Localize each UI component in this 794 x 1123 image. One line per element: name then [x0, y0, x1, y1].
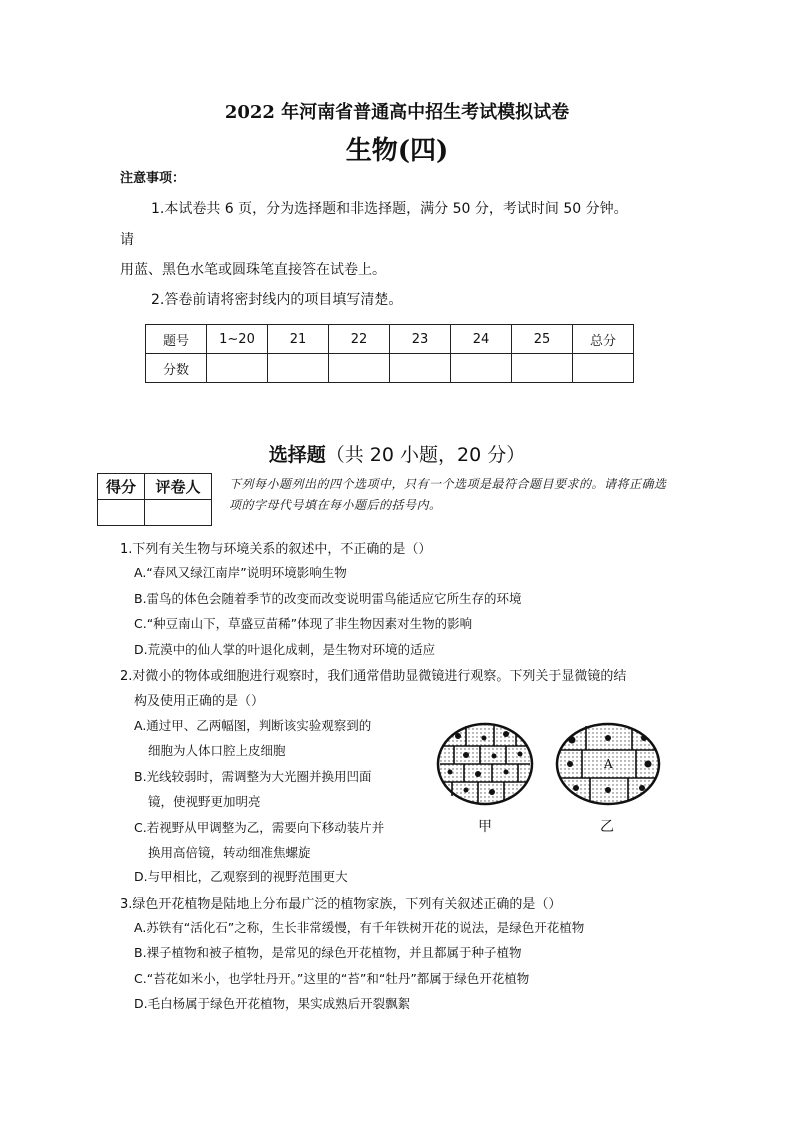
- question-3-stem: 3.绿色开花植物是陆地上分布最广泛的植物家族，下列有关叙述正确的是（）: [120, 897, 562, 912]
- section-title: [0, 440, 794, 467]
- question-3-option-c: C.“苔花如米小，也学牡丹开。”这里的“苔”和“牡丹”都属于绿色开花植物: [134, 971, 530, 986]
- question-2-option-c: C.若视野从甲调整为乙，需要向下移动装片并: [134, 820, 385, 835]
- figure-label-yi: 乙: [600, 819, 614, 835]
- score-header-cell: 24: [451, 325, 512, 354]
- question-3-option-a: A.苏铁有“活化石”之称，生长非常缓慢，有千年铁树开花的说法，是绿色开花植物: [134, 920, 585, 935]
- score-table-value-row: [146, 354, 634, 383]
- score-cell[interactable]: [573, 354, 634, 383]
- question-3-option-b: B.裸子植物和被子植物，是常见的绿色开花植物，并且都属于种子植物: [134, 945, 522, 960]
- section-instruction: 下列每小题列出的四个选项中，只有一个选项是最符合题目要求的。请将正确选项的字母代号填在每小题后的括号内。: [229, 477, 667, 512]
- subject-title: 生物(四): [345, 136, 449, 166]
- notice-line-1b: 请: [120, 232, 134, 248]
- view-yi-cells: [557, 724, 659, 804]
- figure-mark-a: A: [604, 757, 613, 771]
- question-2-stem-cont: 构及使用正确的是（）: [134, 694, 265, 709]
- question-1-option-d: D.荒漠中的仙人掌的叶退化成刺，是生物对环境的适应: [134, 642, 436, 657]
- score-header-cell: 题号: [146, 325, 207, 354]
- question-2-option-c-cont: 换用高倍镜，转动细准焦螺旋: [148, 845, 311, 860]
- question-3-option-d: D.毛白杨属于绿色开花植物，果实成熟后开裂飘絮: [134, 996, 411, 1011]
- score-row-label: 分数: [146, 354, 207, 383]
- figure-label-jia: 甲: [478, 819, 492, 835]
- score-table-header-row: [146, 325, 634, 354]
- section-title-detail: （共 20 小题，20 分）: [325, 444, 526, 466]
- question-1-stem: 1.下列有关生物与环境关系的叙述中，不正确的是（）: [120, 542, 432, 557]
- score-header-cell: 总分: [573, 325, 634, 354]
- score-cell[interactable]: [512, 354, 573, 383]
- score-header-cell: 23: [390, 325, 451, 354]
- score-header-cell: 22: [329, 325, 390, 354]
- score-cell[interactable]: [329, 354, 390, 383]
- question-2-stem: 2.对微小的物体或细胞进行观察时，我们通常借助显微镜进行观察。下列关于显微镜的结: [120, 669, 627, 684]
- question-2-option-b-cont: 镜，使视野更加明亮: [148, 794, 261, 809]
- grader-name-header: 评卷人: [145, 474, 212, 500]
- notice-line-1: 1.本试卷共 6 页，分为选择题和非选择题，满分 50 分，考试时间 50 分钟。: [151, 201, 628, 217]
- score-cell[interactable]: [451, 354, 512, 383]
- question-1-option-c: C.“种豆南山下，草盛豆苗稀”体现了非生物因素对生物的影响: [134, 616, 473, 631]
- score-header-cell: 1~20: [207, 325, 268, 354]
- question-2-option-d: D.与甲相比，乙观察到的视野范围更大: [134, 869, 348, 884]
- question-2-option-b: B.光线较弱时，需调整为大光圈并换用凹面: [134, 769, 372, 784]
- question-1-option-a: A.“春风又绿江南岸”说明环境影响生物: [134, 565, 347, 580]
- score-cell[interactable]: [268, 354, 329, 383]
- exam-title: 2022 年河南省普通高中招生考试模拟试卷: [224, 102, 570, 123]
- score-cell[interactable]: [390, 354, 451, 383]
- grader-score-cell[interactable]: [98, 500, 145, 526]
- score-cell[interactable]: [207, 354, 268, 383]
- notice-line-3: 2.答卷前请将密封线内的项目填写清楚。: [151, 292, 403, 308]
- question-1-option-b: B.雷鸟的体色会随着季节的改变而改变说明雷鸟能适应它所生存的环境: [134, 591, 522, 606]
- grader-box: [97, 473, 212, 526]
- score-header-cell: 21: [268, 325, 329, 354]
- score-header-cell: 25: [512, 325, 573, 354]
- grader-name-cell[interactable]: [145, 500, 212, 526]
- section-title-main: 选择题: [268, 444, 326, 466]
- question-2-option-a-cont: 细胞为人体口腔上皮细胞: [148, 743, 286, 758]
- notice-line-2: 用蓝、黑色水笔或圆珠笔直接答在试卷上。: [120, 262, 386, 278]
- microscope-figure: [436, 720, 662, 810]
- notice-heading: 注意事项：: [120, 171, 186, 186]
- grader-score-header: 得分: [98, 474, 145, 500]
- question-2-option-a: A.通过甲、乙两幅图，判断该实验观察到的: [134, 718, 372, 733]
- view-jia-cells: [438, 724, 532, 804]
- score-table: [145, 324, 634, 383]
